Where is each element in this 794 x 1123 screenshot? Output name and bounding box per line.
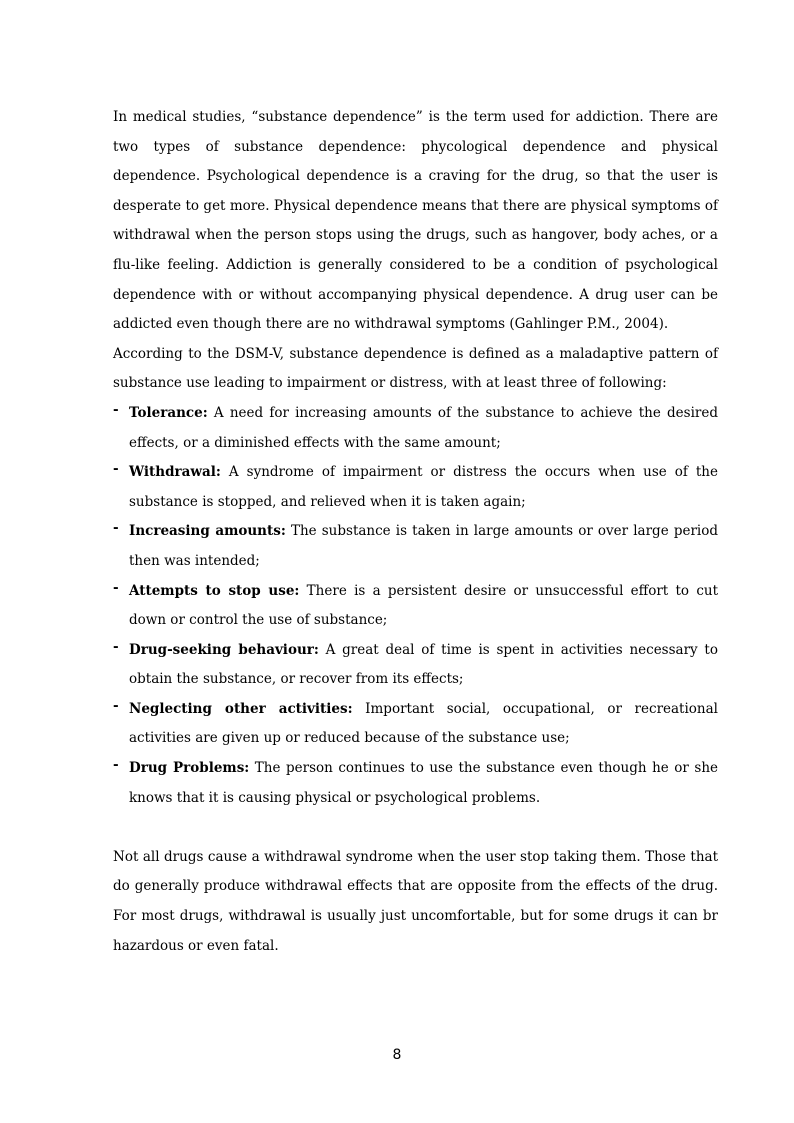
- criterion-text: A need for increasing amounts of the substance to achieve the desired effects, or a diminished effects with the same amount;: [129, 404, 718, 451]
- criterion-term: Increasing amounts:: [129, 523, 286, 540]
- bullet-dash: -: [113, 461, 119, 478]
- criterion-term: Tolerance:: [129, 404, 208, 421]
- withdrawal-paragraph: Not all drugs cause a withdrawal syndrome when the user stop taking them. Those that do generally produce withdrawal effects that are opposite from the effects of the drug. For most drugs, withdrawal is usually just uncomfortable, but for some drugs it can br hazardous or even fatal.: [113, 848, 718, 954]
- list-item: [113, 399, 718, 458]
- bullet-dash: -: [113, 579, 119, 596]
- criterion-text: A great deal of time is spent in activities necessary to obtain the substance, or recover from its effects;: [129, 641, 718, 688]
- criterion-term: Neglecting other activities:: [129, 700, 353, 717]
- intro-paragraph: In medical studies, “substance dependence” is the term used for addiction. There are two types of substance dependence: phycological dependence and physical dependence. Psychological dependence is a craving for the drug, so that the user is desperate to get more. Physical dependence means that there are physical symptoms of withdrawal when the person stops using the drugs, such as hangover, body aches, or a flu-like feeling. Addiction is generally considered to be a condition of psychological dependence with or without accompanying physical dependence. A drug user can be addicted even though there are no withdrawal symptoms (Gahlinger P.M., 2004).: [113, 109, 718, 333]
- paragraph-spacer: [113, 813, 718, 843]
- criterion-text: A syndrome of impairment or distress the occurs when use of the substance is stopped, and relieved when it is taken again;: [129, 464, 718, 510]
- list-item: [113, 636, 718, 695]
- list-item: [113, 577, 718, 636]
- list-item: [113, 754, 718, 813]
- page-body: [113, 103, 718, 961]
- criterion-text: The person continues to use the substance even though he or she knows that it is causing physical or psychological problems.: [129, 760, 718, 806]
- bullet-dash: -: [113, 638, 119, 655]
- bullet-dash: -: [113, 697, 119, 714]
- criterion-term: Drug Problems:: [129, 760, 250, 777]
- criterion-term: Withdrawal:: [129, 464, 221, 481]
- dsm-paragraph: According to the DSM-V, substance dependence is defined as a maladaptive pattern of substance use leading to impairment or distress, with at least three of following:: [113, 345, 718, 392]
- page-number: 8: [392, 1047, 402, 1063]
- criterion-text: Important social, occupational, or recreational activities are given up or reduced because of the substance use;: [129, 700, 718, 747]
- bullet-dash: -: [113, 401, 119, 418]
- list-item: [113, 695, 718, 754]
- criterion-term: Attempts to stop use:: [129, 582, 300, 599]
- bullet-dash: -: [113, 757, 119, 774]
- list-item: [113, 458, 718, 517]
- bullet-dash: -: [113, 520, 119, 537]
- criterion-term: Drug-seeking behaviour:: [129, 641, 319, 658]
- criterion-text: The substance is taken in large amounts or over large period then was intended;: [129, 523, 718, 569]
- list-item: [113, 517, 718, 576]
- criterion-text: There is a persistent desire or unsuccessful effort to cut down or control the use of substance;: [129, 582, 719, 629]
- criteria-list: [113, 399, 718, 813]
